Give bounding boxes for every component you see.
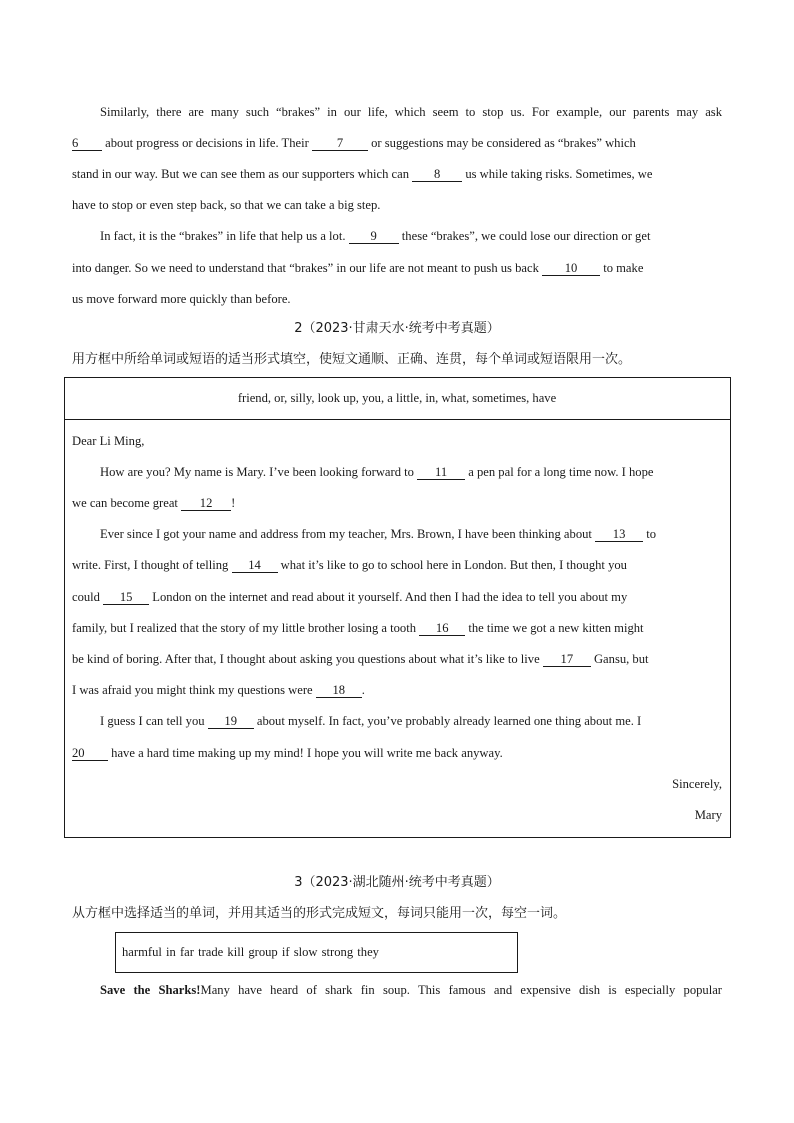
answer-blank-17[interactable]: 17 [543, 653, 591, 667]
letter-line: How are you? My name is Mary. I’ve been looking forward to 11 a pen pal for a long time now. I hope [100, 465, 654, 479]
answer-blank-13[interactable]: 13 [595, 528, 643, 542]
answer-blank-6[interactable]: 6 [72, 137, 102, 151]
section2-heading: 2（2023·甘肃天水·统考中考真题） [294, 321, 500, 336]
passage3-title: Save the Sharks! [100, 983, 201, 997]
answer-blank-10[interactable]: 10 [542, 262, 600, 276]
section2-word-bank: friend, or, silly, look up, you, a little, in, what, sometimes, have [237, 391, 557, 405]
passage1-line: Similarly, there are many such “brakes” in our life, which seem to stop us. For example, our parents may ask [100, 105, 722, 119]
passage1-line: stand in our way. But we can see them as our supporters which can 8 us while taking risks. Sometimes, we [72, 167, 653, 181]
answer-blank-7[interactable]: 7 [312, 137, 368, 151]
answer-blank-8[interactable]: 8 [412, 168, 462, 182]
letter-line: could 15 London on the internet and read about it yourself. And then I had the idea to tell you about my [72, 590, 628, 604]
answer-blank-12[interactable]: 12 [181, 497, 231, 511]
letter-greeting: Dear Li Ming, [72, 434, 145, 448]
answer-blank-15[interactable]: 15 [103, 591, 149, 605]
section3-heading: 3（2023·湖北随州·统考中考真题） [294, 875, 500, 890]
passage3-line: Save the Sharks!Many have heard of shark fin soup. This famous and expensive dish is especially popular [100, 983, 723, 997]
letter-closing: Sincerely, [672, 777, 722, 791]
passage1-line: have to stop or even step back, so that we can take a big step. [72, 198, 381, 212]
passage1-line: In fact, it is the “brakes” in life that help us a lot. 9 these “brakes”, we could lose our direction or get [100, 229, 651, 243]
letter-line: I was afraid you might think my questions were 18 . [72, 683, 365, 697]
letter-line: 20 have a hard time making up my mind! I hope you will write me back anyway. [72, 746, 503, 760]
word-bank-divider [64, 419, 730, 420]
letter-line: Ever since I got your name and address from my teacher, Mrs. Brown, I have been thinking about 13 to [100, 527, 657, 541]
section3-instruction: 从方框中选择适当的单词，并用其适当的形式完成短文，每词只能用一次，每空一词。 [72, 906, 567, 921]
letter-signature: Mary [694, 808, 722, 822]
answer-blank-16[interactable]: 16 [419, 622, 465, 636]
letter-line: I guess I can tell you 19 about myself. In fact, you’ve probably already learned one thing about me. I [100, 714, 642, 728]
answer-blank-11[interactable]: 11 [417, 466, 465, 480]
answer-blank-19[interactable]: 19 [208, 715, 254, 729]
letter-line: family, but I realized that the story of my little brother losing a tooth 16 the time we got a new kitten might [72, 621, 644, 635]
passage1-line: 6 about progress or decisions in life. Their 7 or suggestions may be considered as “brakes” which [72, 136, 636, 150]
answer-blank-18[interactable]: 18 [316, 684, 362, 698]
section3-word-bank: harmful in far trade kill group if slow strong they [122, 945, 379, 959]
letter-line: we can become great 12 ! [72, 496, 236, 510]
letter-line: write. First, I thought of telling 14 what it’s like to go to school here in London. But then, I thought you [72, 558, 627, 572]
answer-blank-9[interactable]: 9 [349, 230, 399, 244]
answer-blank-14[interactable]: 14 [232, 559, 278, 573]
passage1-line: us move forward more quickly than before. [72, 292, 291, 306]
answer-blank-20[interactable]: 20 [72, 747, 108, 761]
section2-instruction: 用方框中所给单词或短语的适当形式填空，使短文通顺、正确、连贯，每个单词或短语限用一次。 [72, 352, 632, 367]
passage1-line: into danger. So we need to understand that “brakes” in our life are not meant to push us back 10 to make [72, 261, 644, 275]
letter-line: be kind of boring. After that, I thought about asking you questions about what it’s like to live 17 Gansu, but [72, 652, 649, 666]
